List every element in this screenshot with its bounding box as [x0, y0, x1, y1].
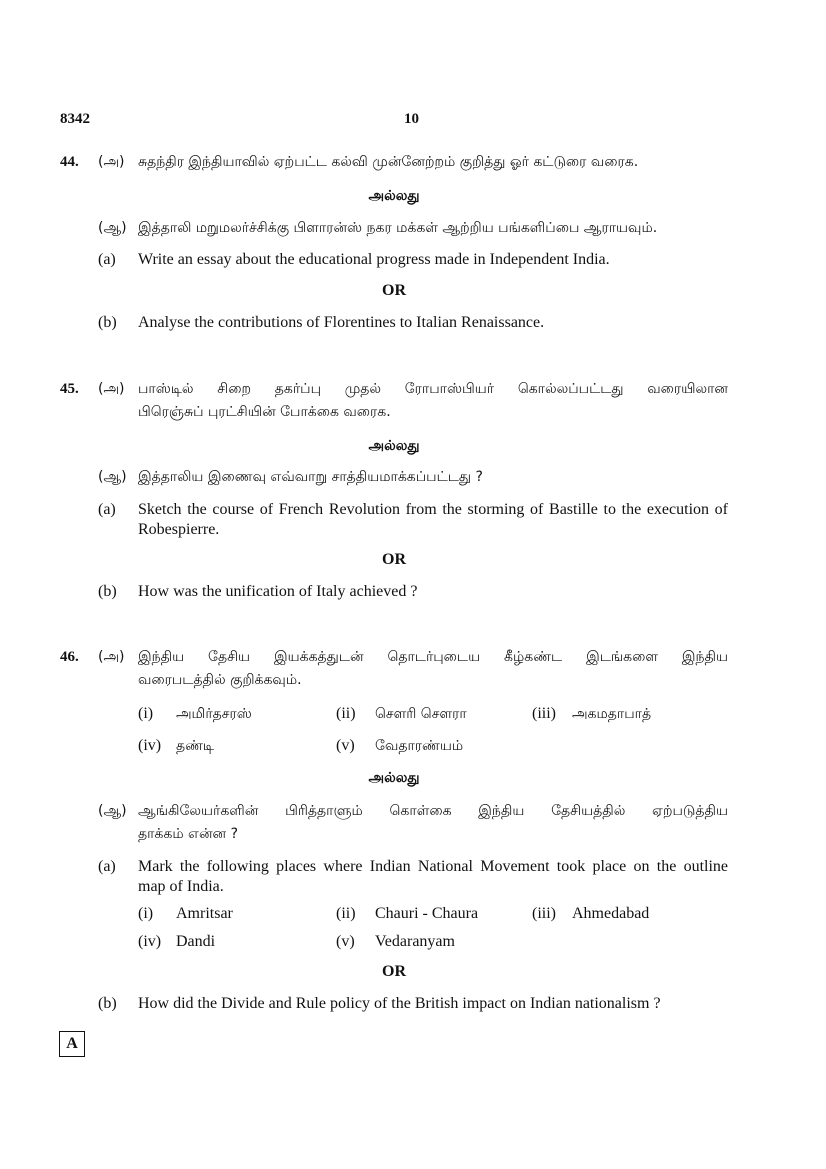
place-label: (iv)	[138, 737, 162, 754]
tamil-question-text: இத்தாலி மறுமலர்ச்சிக்கு பிளாரன்ஸ் நகர மக்கள் ஆற்றிய பங்களிப்பை ஆராயவும்.	[138, 220, 658, 236]
option-label: (அ)	[98, 154, 125, 170]
english-question-text: Analyse the contributions of Florentines to Italian Renaissance.	[138, 314, 545, 331]
place-label: (i)	[138, 705, 154, 722]
series-box	[59, 1031, 85, 1057]
paper-code: 8342	[60, 111, 90, 127]
tamil-question-text: சுதந்திர இந்தியாவில் ஏற்பட்ட கல்வி முன்னேற்றம் குறித்து ஓர் கட்டுரை வரைக.	[138, 154, 639, 170]
option-label: (அ)	[98, 649, 125, 665]
english-question-text: How was the unification of Italy achieved ?	[138, 583, 418, 600]
place-label: (ii)	[336, 905, 356, 922]
option-label: (ஆ)	[98, 469, 127, 485]
english-question-text: Robespierre.	[138, 521, 220, 538]
place-name: வேதாரண்யம்	[375, 738, 464, 754]
or-separator-english: OR	[382, 551, 406, 568]
option-label: (b)	[98, 583, 117, 600]
tamil-question-text: பிரெஞ்சுப் புரட்சியின் போக்கை வரைக.	[138, 404, 391, 420]
question-number: 46.	[60, 649, 79, 665]
place-name: Dandi	[176, 933, 216, 950]
option-label: (a)	[98, 858, 116, 875]
tamil-question-text: வரைபடத்தில் குறிக்கவும்.	[138, 672, 302, 688]
option-label: (ஆ)	[98, 220, 127, 236]
place-label: (iii)	[532, 705, 556, 722]
place-name: தண்டி	[176, 738, 215, 754]
place-name: Ahmedabad	[572, 905, 650, 922]
option-label: (b)	[98, 314, 117, 331]
option-label: (அ)	[98, 381, 125, 397]
option-label: (a)	[98, 501, 116, 518]
tamil-question-text: இத்தாலிய இணைவு எவ்வாறு சாத்தியமாக்கப்பட்டது ?	[138, 469, 483, 485]
place-label: (v)	[336, 933, 355, 950]
or-separator-english: OR	[382, 963, 406, 980]
place-name: Amritsar	[176, 905, 233, 922]
tamil-question-text: ஆங்கிலேயர்களின் பிரித்தாளும் கொள்கை இந்திய தேசியத்தில் ஏற்படுத்திய	[138, 803, 728, 819]
option-label: (ஆ)	[98, 803, 127, 819]
tamil-question-text: தாக்கம் என்ன ?	[138, 826, 239, 842]
english-question-text: Sketch the course of French Revolution from the storming of Bastille to the execution of	[138, 501, 728, 518]
english-question-text: map of India.	[138, 878, 224, 895]
or-separator-tamil: அல்லது	[368, 438, 420, 454]
series-label: A	[66, 1035, 78, 1052]
tamil-question-text: இந்திய தேசிய இயக்கத்துடன் தொடர்புடைய கீழ்கண்ட இடங்களை இந்திய	[138, 649, 728, 665]
place-name: Vedaranyam	[375, 933, 455, 950]
english-question-text: Mark the following places where Indian National Movement took place on the outline	[138, 858, 728, 875]
english-question-text: How did the Divide and Rule policy of the British impact on Indian nationalism ?	[138, 995, 661, 1012]
place-name: சௌரி சௌரா	[375, 706, 467, 722]
page-number: 10	[404, 111, 419, 127]
place-label: (iii)	[532, 905, 556, 922]
place-label: (ii)	[336, 705, 356, 722]
question-number: 44.	[60, 154, 79, 170]
place-name: அகமதாபாத்	[572, 706, 652, 722]
or-separator-english: OR	[382, 282, 406, 299]
option-label: (b)	[98, 995, 117, 1012]
option-label: (a)	[98, 251, 116, 268]
question-number: 45.	[60, 381, 79, 397]
place-label: (iv)	[138, 933, 162, 950]
or-separator-tamil: அல்லது	[368, 188, 420, 204]
tamil-question-text: பாஸ்டில் சிறை தகர்ப்பு முதல் ரோபாஸ்பியர் கொல்லப்பட்டது வரையிலான	[138, 381, 728, 397]
place-label: (i)	[138, 905, 154, 922]
or-separator-tamil: அல்லது	[368, 770, 420, 786]
english-question-text: Write an essay about the educational progress made in Independent India.	[138, 251, 610, 268]
place-label: (v)	[336, 737, 355, 754]
place-name: Chauri - Chaura	[375, 905, 479, 922]
place-name: அமிர்தசரஸ்	[176, 706, 252, 722]
